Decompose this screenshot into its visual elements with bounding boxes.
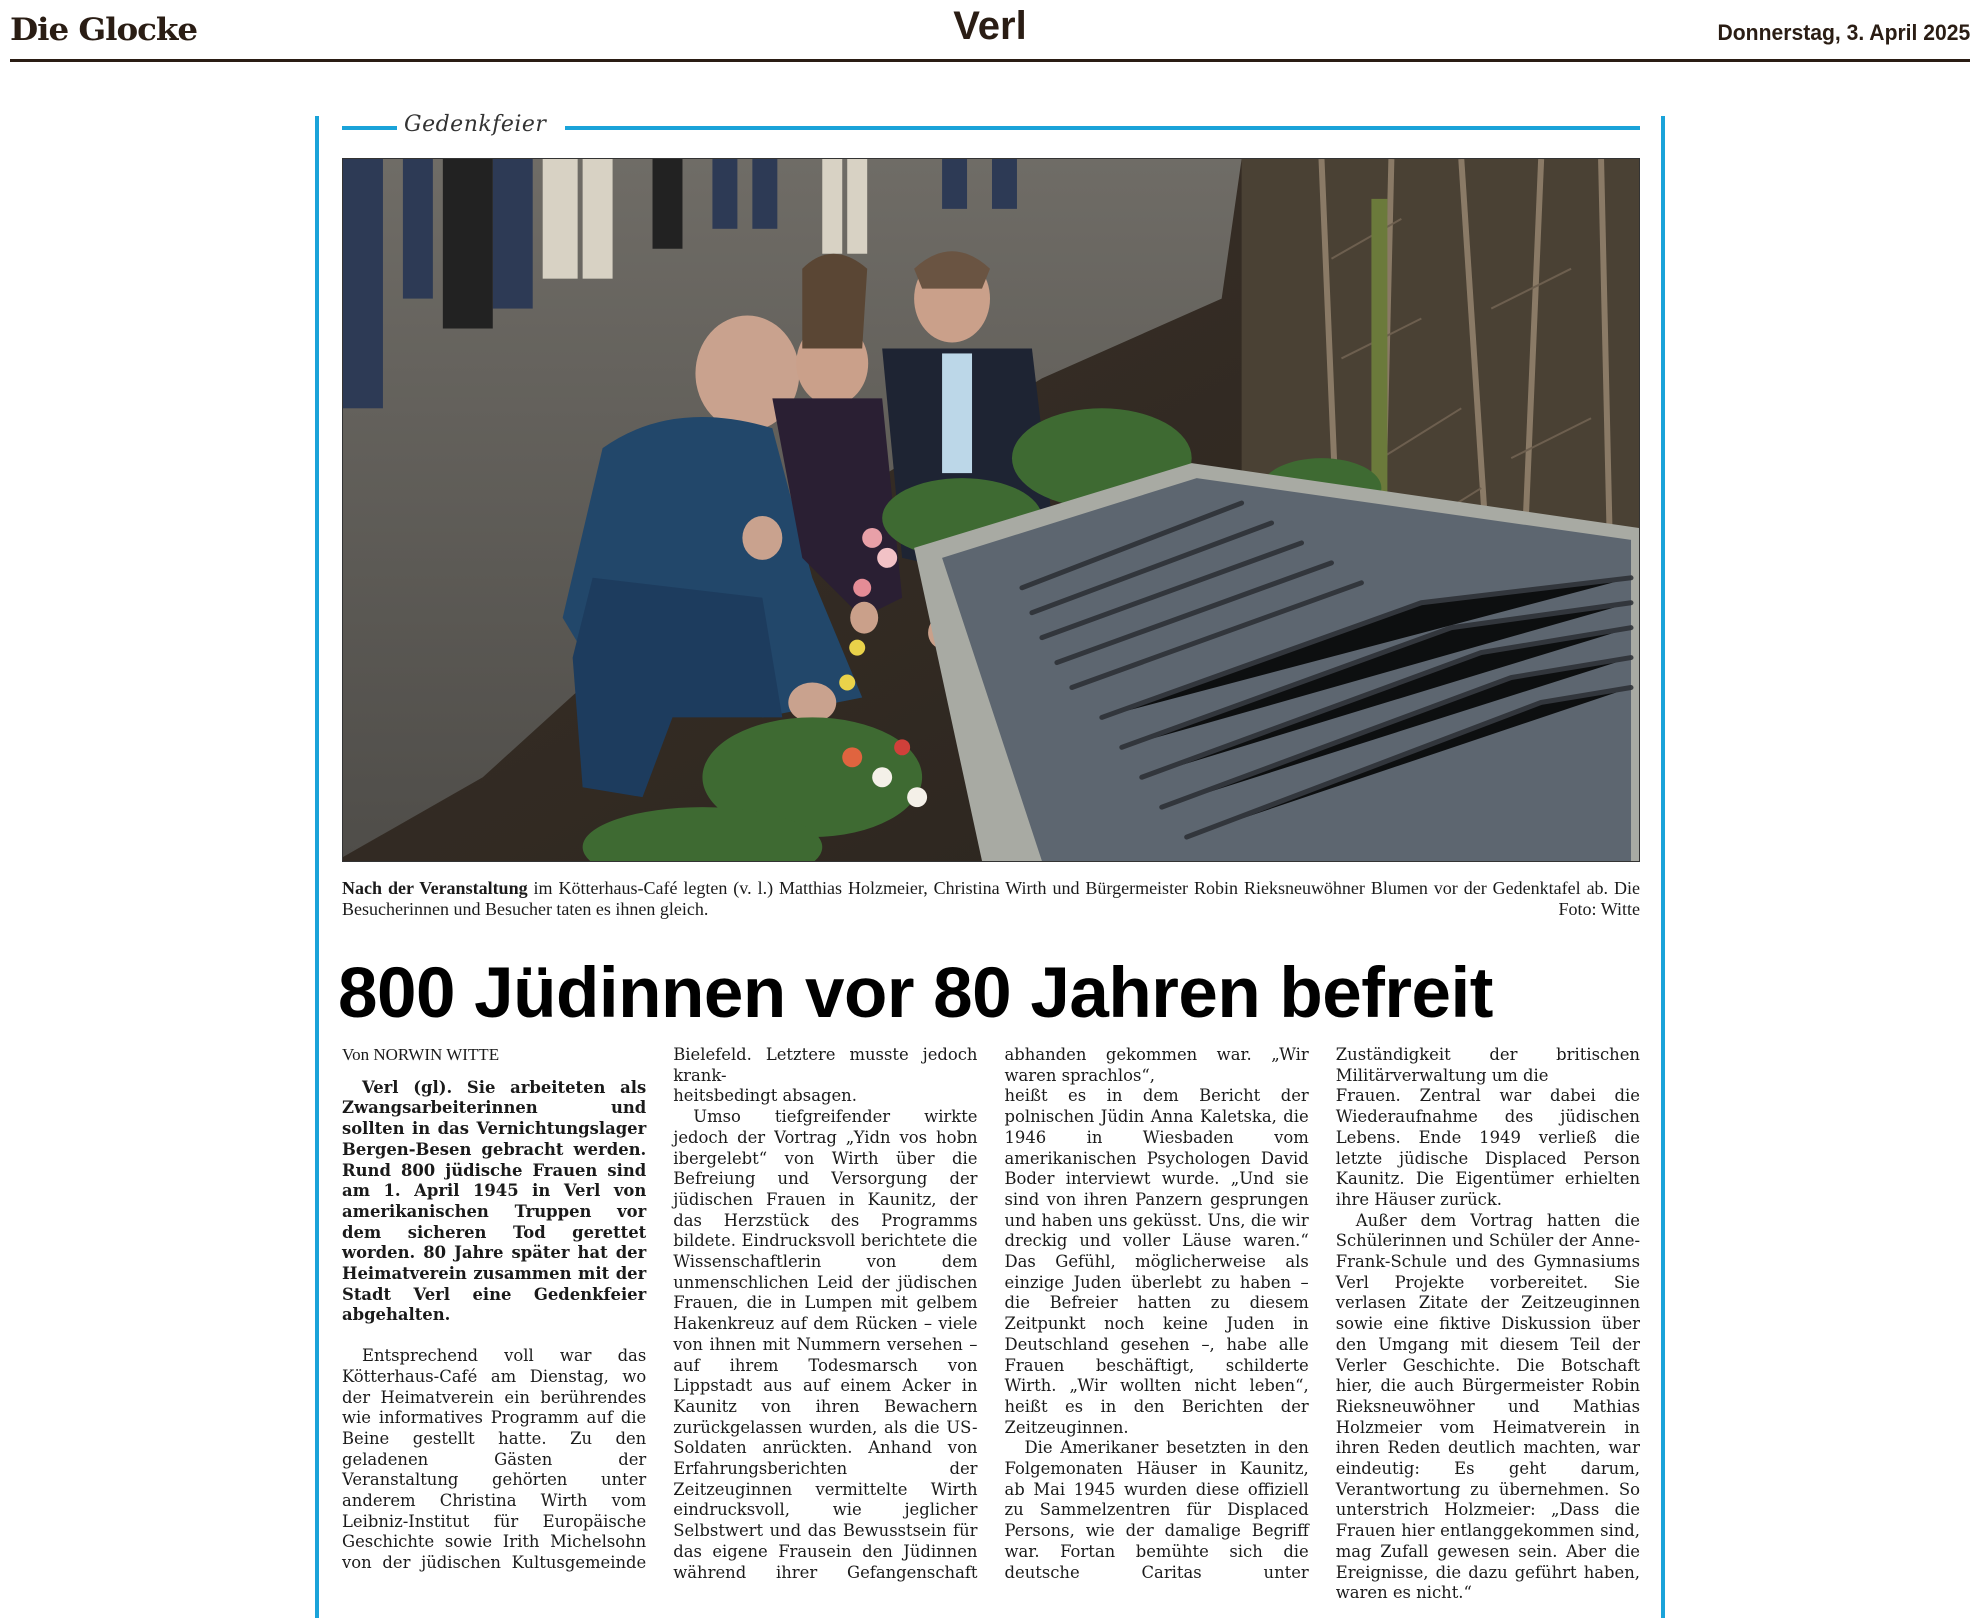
article-body [342,1045,1640,1605]
article-paragraph: Umso tiefgreifender wirkte jedoch der Vortrag „Yidn vos hobn ibergelebt“ von Wirth über die Befreiung und Versorgung der jüdischen Frauen in Kaunitz, der das Herzstück des Programms bildete. Eindrucksvoll berichtete die Wissenschaftlerin von dem unmenschlichen Leid der jüdischen Frauen, die in Lumpen mit gelbem Hakenkreuz auf dem Rücken – viele von ihnen mit Nummern versehen – auf ihrem Todesmarsch von Lippstadt aus auf einem Acker in Kaunitz von ihren Bewachern zurückgelassen wurden, als die US-Soldaten anrückten. Anhand von Erfahrungsberichten der Zeitzeuginnen vermittelte Wirth eindrucksvoll, wie jeglicher Selbstwert und das Bewusstsein für das eigene Frausein den Jüdinnen während ihrer Gefangenschaft abhanden gekommen war. „Wir waren sprachlos“, [673,1045,1309,1582]
kicker-rule [565,126,1640,130]
article-paragraph: heißt es in dem Bericht der polnischen Jüdin Anna Kaletska, die 1946 in Wiesbaden vom amerikanischen Psychologen David Boder interviewt wurde. „Und sie sind von ihren Panzern gesprungen und haben uns geküsst. Uns, die wir dreckig und voller Läuse waren.“ Das Gefühl, möglicherweise als einzige Juden überlebt zu haben – die Befreier hatten zu diesem Zeitpunkt noch keine Juden in Deutschland gesehen –, habe alle Frauen beschäftigt, schilderte Wirth. „Wir wollten nicht leben“, heißt es in den Berichten der Zeitzeuginnen. [1004,1086,1309,1437]
article-paragraph: heitsbedingt absagen. [673,1086,857,1106]
article-kicker: Gedenkfeier [404,112,547,137]
article-frame-right-border [1661,116,1665,1618]
kicker-dash [342,126,397,130]
masthead-rule [10,59,1970,62]
photo-caption [342,878,1640,920]
article-paragraph: Außer dem Vortrag hatten die Schülerinnen und Schüler der Anne-Frank-Schule und des Gymnasiums Verl Projekte vorbereitet. Sie verlasen Zitate der Zeitzeuginnen sowie eine fiktive Diskussion über den Umgang mit diesem Teil der Verler Geschichte. Die Botschaft hier, die auch Bürgermeister Robin Rieksneuwöhner und Mathias Holzmeier vom Heimatverein in ihren Reden deutlich machten, war eindeutig: Es geht darum, Verantwortung zu übernehmen. So unterstrich Holzmeier: „Dass die Frauen hier entlanggekommen sind, mag Zufall gewesen sein. Aber die Ereignisse, die dazu geführt haben, waren es nicht.“ [1335,1210,1640,1603]
article-paragraph: Entsprechend voll war das Kötterhaus-Café am Dienstag, wo der Heimatverein ein berührendes wie informatives Programm auf die Beine gestellt hatte. Zu den geladenen Gästen der Veranstaltung gehörten unter anderem Christina Wirth vom Leibniz-Institut für Europäische Geschichte sowie Irith Michelsohn von der jüdischen Kultusgemeinde Bielefeld. Letztere musste jedoch krank- [342,1045,978,1573]
photo-memorial-plaque-icon [343,159,1639,861]
caption-text: im Kötterhaus-Café legten (v. l.) Matthias Holzmeier, Christina Wirth und Bürgermeister Robin Rieksneuwöhner Blumen vor der Gedenktafel ab. Die Besucherinnen und Besucher taten es ihnen gleich. [342,878,1640,919]
article-lead: Verl (gl). Sie arbeiteten als Zwangsarbeiterinnen und sollten in das Vernichtungslager Bergen-Besen gebracht werden. Rund 800 jüdische Frauen sind am 1. April 1945 in Verl von amerikanischen Truppen vor dem sicheren Tod gerettet worden. 80 Jahre später hat der Heimatverein zusammen mit der Stadt Verl eine Gedenkfeier abgehalten. [342,1077,647,1325]
article-photo [342,158,1640,862]
article-byline: Von NORWIN WITTE [342,1045,500,1064]
masthead [10,0,1970,60]
caption-lead: Nach der Veranstaltung [342,878,528,898]
article-frame-left-border [315,116,319,1618]
photo-credit: Foto: Witte [1558,899,1640,919]
newspaper-logo: Die Glocke [10,12,198,48]
issue-date: Donnerstag, 3. April 2025 [1717,20,1970,45]
article-paragraph: Die Amerikaner besetzten in den Folgemonaten Häuser in Kaunitz, ab Mai 1945 wurden diese offiziell zu Sammelzentren für Displaced Persons, wie der damalige Begriff war. Fortan bemühte sich die deutsche Caritas unter Zuständigkeit der britischen Militärverwaltung um die [1004,1045,1640,1582]
article-headline: 800 Jüdinnen vor 80 Jahren befreit [338,954,1493,1033]
section-name: Verl [953,4,1027,48]
article-paragraph: Frauen. Zentral war dabei die Wiederaufnahme des jüdischen Lebens. Ende 1949 verließ die letzte jüdische Displaced Person Kaunitz. Die Eigentümer erhielten ihre Häuser zurück. [1335,1086,1640,1209]
